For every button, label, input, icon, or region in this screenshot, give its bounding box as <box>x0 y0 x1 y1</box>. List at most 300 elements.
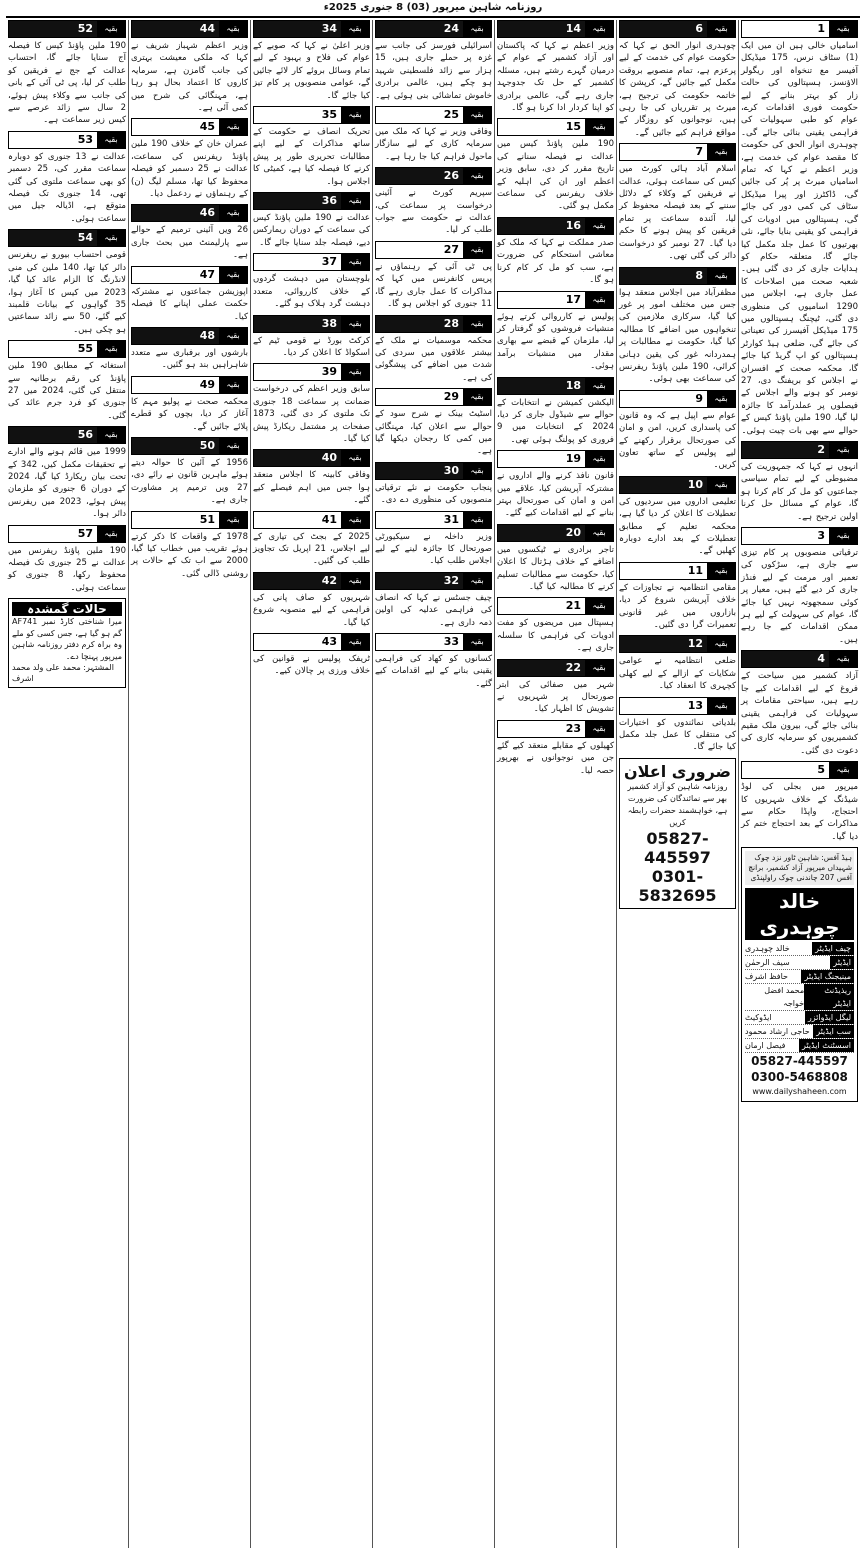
continuation-number: 46 <box>132 205 219 221</box>
continuation-label: بقیہ <box>341 634 369 650</box>
continuation-item <box>497 118 614 212</box>
continuation-number: 21 <box>498 598 585 614</box>
staff-name: خالد چوہدری <box>745 944 790 954</box>
continuation-item <box>8 20 126 127</box>
continuation-header <box>253 363 370 381</box>
continuation-number: 42 <box>254 573 341 589</box>
continuation-item <box>497 377 614 447</box>
continuation-item <box>253 511 370 568</box>
continuation-text: وزیر اعظم شہباز شریف نے کہا کہ ملکی معیشت بہتری کی جانب گامزن ہے، سرمایہ کاروں کا اعتماد بحال ہو رہا ہے، مہنگائی کی شرح میں کمی آئی ہے۔ <box>131 41 248 114</box>
lost-title: حالات گمشدہ <box>12 602 122 616</box>
staff-row <box>745 1025 854 1039</box>
continuation-text: 2025 کے بجٹ کی تیاری کے لیے اجلاس، 21 اپریل تک تجاویز طلب کی گئیں۔ <box>253 531 370 567</box>
continuation-number: 29 <box>376 389 463 405</box>
continuation-item <box>619 476 736 558</box>
continuation-label: بقیہ <box>585 378 613 394</box>
continuation-header <box>253 20 370 38</box>
continuation-number: 36 <box>254 193 341 209</box>
notice-box <box>619 758 736 909</box>
continuation-text: استغاثہ کے مطابق 190 ملین پاؤنڈ کی رقم برطانیہ سے منتقل کی گئی، 2024 میں 27 جنوری کو فرد جرم عائد کی گئی۔ <box>8 361 126 421</box>
continuation-item <box>741 441 858 523</box>
staff-role: اسسٹنٹ ایڈیٹر <box>799 1039 854 1052</box>
continuation-label: بقیہ <box>707 477 735 493</box>
continuation-label: بقیہ <box>463 573 491 589</box>
continuation-number: 50 <box>132 438 219 454</box>
continuation-label: بقیہ <box>829 651 857 667</box>
continuation-text: بلدیاتی نمائندوں کو اختیارات کی منتقلی کا عمل جلد مکمل کیا جائے گا۔ <box>619 717 736 753</box>
continuation-header <box>131 437 248 455</box>
continuation-label: بقیہ <box>219 267 247 283</box>
continuation-label: بقیہ <box>707 636 735 652</box>
continuation-header <box>741 650 858 668</box>
continuation-label: بقیہ <box>219 205 247 221</box>
continuation-item <box>497 291 614 373</box>
continuation-label: بقیہ <box>97 341 125 357</box>
continuation-header <box>253 315 370 333</box>
continuation-text: سپریم کورٹ نے آئینی درخواست پر سماعت کی، عدالت نے حکومت سے جواب طلب کر لیا۔ <box>375 188 492 236</box>
continuation-header <box>8 229 126 247</box>
continuation-text: بلوچستان میں دہشت گردوں کے خلاف کارروائی، متعدد دہشت گرد ہلاک ہو گئے۔ <box>253 274 370 310</box>
continuation-header <box>619 143 736 161</box>
continuation-text: محکمہ موسمیات نے ملک کے بیشتر علاقوں میں سردی کی شدت میں اضافے کی پیشگوئی کی ہے۔ <box>375 335 492 383</box>
continuation-text: کسانوں کو کھاد کی فراہمی یقینی بنانے کے لیے اقدامات کیے گئے۔ <box>375 654 492 689</box>
staff-role: چیف ایڈیٹر <box>812 942 854 955</box>
continuation-number: 30 <box>376 463 463 479</box>
continuation-item <box>375 388 492 458</box>
continuation-label: بقیہ <box>219 377 247 393</box>
staff-role: ایڈیٹر <box>830 956 854 969</box>
continuation-number: 4 <box>742 651 829 667</box>
continuation-text: 190 ملین پاؤنڈ کیس میں عدالت نے فیصلہ سنانے کی تاریخ مقرر کر دی، سابق وزیر اعظم اور ان کی اہلیہ کے خلاف ریفرنس کی سماعت مکمل ہو گئی۔ <box>497 139 614 212</box>
news-column-5 <box>250 20 372 1548</box>
continuation-label: بقیہ <box>463 242 491 258</box>
continuation-number: 16 <box>498 218 585 234</box>
staff-name: ایڈوکیٹ <box>745 1013 772 1023</box>
continuation-label: بقیہ <box>585 598 613 614</box>
continuation-text: عوام سے اپیل ہے کہ وہ قانون کی پاسداری کریں، امن و امان کی صورتحال برقرار رکھنے کے لیے پولیس کے ساتھ تعاون کریں۔ <box>619 410 736 471</box>
continuation-text: محکمہ صحت نے پولیو مہم کا آغاز کر دیا، بچوں کو قطرے پلائے جائیں گے۔ <box>131 396 248 432</box>
continuation-number: 20 <box>498 525 585 541</box>
continuation-header <box>253 106 370 124</box>
lost-body: میرا شناختی کارڈ نمبر AF741 گم ہو گیا ہے، جس کسی کو ملے وہ براہ کرم دفتر روزنامہ شاہین میرپور پہنچا دے۔ <box>12 617 122 661</box>
continuation-number: 14 <box>498 21 585 37</box>
continuation-number: 44 <box>132 21 219 37</box>
continuation-item <box>131 266 248 323</box>
continuation-header <box>497 720 614 738</box>
continuation-label: بقیہ <box>585 292 613 308</box>
continuation-text: 1956 کے آئین کا حوالہ دیتے ہوئے ماہرین قانون نے رائے دی، 27 ویں ترمیم پر مشاورت جاری ہے۔ <box>131 457 248 506</box>
continuation-header <box>375 315 492 333</box>
continuation-number: 57 <box>9 526 97 542</box>
continuation-item <box>8 426 126 520</box>
continuation-item <box>375 462 492 507</box>
continuation-item <box>497 20 614 114</box>
continuation-header <box>497 450 614 468</box>
continuation-header <box>741 441 858 459</box>
continuation-number: 25 <box>376 107 463 123</box>
continuation-item <box>375 106 492 163</box>
continuation-text: اسلام آباد ہائی کورٹ میں کیس کی سماعت ہوئی، عدالت نے فریقین کے وکلاء کے دلائل سننے کے بعد فیصلہ محفوظ کر لیا، آئندہ سماعت پر تمام فریقین کو پیش ہونے کا حکم دیا گیا۔ 27 نومبر کو درخواست دائر کی گئی تھی۔ <box>619 164 736 262</box>
continuation-label: بقیہ <box>829 528 857 544</box>
continuation-label: بقیہ <box>463 316 491 332</box>
notice-body: روزنامہ شاہین کو آزاد کشمیر بھر سے نمائندگان کی ضرورت ہے، خواہشمند حضرات رابطہ کریں <box>627 781 728 827</box>
lost-notice-box <box>8 598 126 688</box>
continuation-item <box>375 167 492 237</box>
notice-title: ضروری اعلان <box>623 761 732 781</box>
continuation-label: بقیہ <box>341 316 369 332</box>
news-column-1 <box>738 20 860 1548</box>
continuation-number: 32 <box>376 573 463 589</box>
continuation-label: بقیہ <box>829 762 857 778</box>
continuation-item <box>8 229 126 336</box>
continuation-text: میرپور میں بجلی کی لوڈ شیڈنگ کے خلاف شہریوں کا احتجاج، واپڈا حکام سے مذاکرات کے بعد احتجاج ختم کر دیا گیا۔ <box>741 782 858 842</box>
continuation-label: بقیہ <box>707 563 735 579</box>
staff-row <box>745 984 854 1011</box>
continuation-header <box>131 118 248 136</box>
continuation-item <box>375 315 492 385</box>
continuation-item <box>741 527 858 646</box>
continuation-number: 22 <box>498 660 585 676</box>
continuation-label: بقیہ <box>463 512 491 528</box>
continuation-header <box>375 167 492 185</box>
continuation-number: 47 <box>132 267 219 283</box>
continuation-number: 6 <box>620 21 707 37</box>
continuation-text: شہریوں کو صاف پانی کی فراہمی کے لیے منصوبہ شروع کیا گیا۔ <box>253 592 370 628</box>
continuation-item <box>253 192 370 249</box>
continuation-header <box>253 572 370 590</box>
continuation-number: 35 <box>254 107 341 123</box>
news-column-2 <box>616 20 738 1548</box>
continuation-item <box>497 597 614 654</box>
continuation-item <box>131 327 248 372</box>
continuation-item <box>497 524 614 594</box>
continuation-header <box>497 524 614 542</box>
continuation-label: بقیہ <box>97 132 125 148</box>
continuation-item <box>619 562 736 632</box>
continuation-number: 28 <box>376 316 463 332</box>
continuation-item <box>253 572 370 629</box>
continuation-item <box>8 131 126 225</box>
continuation-header <box>8 20 126 38</box>
continuation-label: بقیہ <box>219 21 247 37</box>
staff-name: محمد افضل خواجہ <box>764 986 805 1009</box>
continuation-item <box>497 450 614 520</box>
website-link[interactable]: www.dailyshaheen.com <box>752 1087 847 1097</box>
continuation-label: بقیہ <box>341 21 369 37</box>
continuation-label: بقیہ <box>585 21 613 37</box>
continuation-number: 54 <box>9 230 97 246</box>
continuation-header <box>741 20 858 38</box>
continuation-label: بقیہ <box>97 21 125 37</box>
continuation-item <box>497 720 614 777</box>
continuation-item <box>619 20 736 139</box>
continuation-number: 39 <box>254 364 341 380</box>
staff-name: سیف الرحمٰن <box>745 958 790 968</box>
continuation-item <box>741 761 858 843</box>
continuation-item <box>253 633 370 678</box>
continuation-item <box>375 511 492 568</box>
continuation-label: بقیہ <box>585 525 613 541</box>
continuation-header <box>741 761 858 779</box>
continuation-number: 33 <box>376 634 463 650</box>
continuation-label: بقیہ <box>585 660 613 676</box>
continuation-header <box>619 390 736 408</box>
continuation-item <box>741 20 858 437</box>
staff-row <box>745 1039 854 1053</box>
continuation-item <box>375 241 492 311</box>
continuation-item <box>131 118 248 200</box>
continuation-label: بقیہ <box>463 389 491 405</box>
continuation-number: 23 <box>498 721 585 737</box>
continuation-text: وزیر داخلہ نے سیکیورٹی صورتحال کا جائزہ لینے کے لیے اجلاس طلب کیا۔ <box>375 531 492 567</box>
continuation-label: بقیہ <box>585 721 613 737</box>
continuation-header <box>131 204 248 222</box>
continuation-number: 27 <box>376 242 463 258</box>
continuation-header <box>253 511 370 529</box>
continuation-text: بارشوں اور برفباری سے متعدد شاہراہیں بند ہو گئیں۔ <box>131 347 248 371</box>
continuation-text: انہوں نے کہا کہ جمہوریت کی مضبوطی کے لیے تمام سیاسی جماعتوں کو مل کر کام کرنا ہو گا، عوام کے مسائل حل کرنا اولین ترجیح ہے۔ <box>741 462 858 522</box>
continuation-header <box>497 291 614 309</box>
continuation-text: وزیر اعلیٰ نے کہا کہ صوبے کے عوام کی فلاح و بہبود کے لیے تمام وسائل بروئے کار لائے جائیں گے، عوامی منصوبوں پر کام تیز کیا جائے گا۔ <box>253 41 370 101</box>
continuation-header <box>497 377 614 395</box>
continuation-number: 40 <box>254 450 341 466</box>
continuation-number: 34 <box>254 21 341 37</box>
continuation-header <box>253 449 370 467</box>
continuation-item <box>619 697 736 754</box>
continuation-text: سابق وزیر اعظم کی درخواست ضمانت پر سماعت 18 جنوری تک ملتوی کر دی گئی، 1873 صفحات پر مشتمل ریکارڈ پیش کیا گیا۔ <box>253 384 371 444</box>
continuation-number: 2 <box>742 442 829 458</box>
continuation-text: صدر مملکت نے کہا کہ ملک کو معاشی استحکام کی ضرورت ہے، سب کو مل کر کام کرنا ہو گا۔ <box>497 237 614 286</box>
continuation-header <box>253 192 370 210</box>
continuation-number: 19 <box>498 451 585 467</box>
continuation-text: ہسپتال میں مریضوں کو مفت ادویات کی فراہمی کا سلسلہ جاری ہے۔ <box>497 618 614 654</box>
continuation-header <box>619 635 736 653</box>
continuation-header <box>131 511 248 529</box>
continuation-label: بقیہ <box>463 634 491 650</box>
continuation-number: 37 <box>254 254 341 270</box>
staff-name: حاجی ارشاد محمود <box>745 1027 810 1037</box>
continuation-header <box>619 697 736 715</box>
continuation-text: اسرائیلی فورسز کی جانب سے غزہ پر حملے جاری ہیں، 15 ہزار سے زائد فلسطینی شہید ہو چکے ہیں، عالمی برادری خاموش تماشائی بنی ہوئی ہے۔ <box>375 41 492 101</box>
continuation-header <box>375 106 492 124</box>
continuation-label: بقیہ <box>341 512 369 528</box>
continuation-number: 8 <box>620 268 707 284</box>
continuation-text: 1978 کے واقعات کا ذکر کرتے ہوئے تقریب میں خطاب کیا گیا، 2000 سے اب تک کے حالات پر روشنی ڈالی گئی۔ <box>131 531 248 579</box>
office-address: ہیڈ آفس: شاہین ٹاور نزد چوک شہیداں میرپور آزاد کشمیر، برانچ آفس 207 چاندنی چوک راولپنڈی <box>745 851 854 885</box>
continuation-text: عمران خان کے خلاف 190 ملین پاؤنڈ ریفرنس کی سماعت، عدالت نے 25 دسمبر کو فیصلہ محفوظ کیا تھا، مسلم لیگ (ن) کے رہنماؤں نے ردعمل دیا۔ <box>131 139 248 200</box>
continuation-label: بقیہ <box>463 463 491 479</box>
continuation-item <box>253 253 370 310</box>
continuation-text: 26 ویں آئینی ترمیم کے حوالے سے پارلیمنٹ میں بحث جاری ہے۔ <box>131 225 248 261</box>
continuation-text: قانون نافذ کرنے والے اداروں نے مشترکہ آپریشن کیا، علاقے میں امن و امان کی صورتحال بہتر بنانے کے لیے اقدامات کیے گئے۔ <box>497 471 614 519</box>
continuation-label: بقیہ <box>585 119 613 135</box>
continuation-number: 13 <box>620 698 707 714</box>
continuation-number: 43 <box>254 634 341 650</box>
newspaper-page <box>6 0 860 1552</box>
continuation-text: چوہدری انوار الحق نے کہا کہ حکومت عوام کی خدمت کے لیے پرعزم ہے، تمام منصوبے بروقت مکمل کیے جائیں گے، کرپشن کا خاتمہ حکومت کی ترجیح ہے، میرٹ پر تقرریاں کی جا رہی ہیں، نوجوانوں کو روزگار کے مواقع فراہم کیے جائیں گے۔ <box>619 41 736 138</box>
continuation-number: 5 <box>742 762 829 778</box>
continuation-item <box>131 437 248 507</box>
staff-role: لیگل ایڈوائزر <box>805 1011 854 1024</box>
continuation-header <box>131 376 248 394</box>
continuation-item <box>375 20 492 102</box>
continuation-label: بقیہ <box>463 168 491 184</box>
continuation-header <box>497 597 614 615</box>
continuation-label: بقیہ <box>585 451 613 467</box>
continuation-label: بقیہ <box>219 119 247 135</box>
continuation-text: الیکشن کمیشن نے انتخابات کے حوالے سے شیڈول جاری کر دیا، 2024 کے انتخابات میں 9 فروری کو پولنگ ہوئی تھی۔ <box>497 397 614 445</box>
continuation-text: 1999 میں قائم ہونے والے ادارے نے تحقیقات مکمل کیں، 342 کے تحت بیان ریکارڈ کیا گیا، 2024 کے دوران 6 جنوری کو ملزمان پیش ہوئے، 2023 میں ریفرنس دائر ہوا۔ <box>8 447 127 520</box>
continuation-label: بقیہ <box>219 328 247 344</box>
continuation-text: عدالت نے 190 ملین پاؤنڈ کیس کی سماعت کے دوران ریمارکس دیے، فیصلہ جلد سنایا جائے گا۔ <box>253 213 370 248</box>
continuation-header <box>131 327 248 345</box>
continuation-text: ترقیاتی منصوبوں پر کام تیزی سے جاری ہے، سڑکوں کی تعمیر اور مرمت کے لیے فنڈز جاری کر دیے گئے ہیں، معیار پر کوئی سمجھوتہ نہیں کیا جائے گا، عوام کی سہولت کے لیے ہر ممکن اقدامات کیے جا رہے ہیں۔ <box>741 548 858 645</box>
continuation-header <box>131 20 248 38</box>
phone-number: 0300-5468808 <box>751 1070 848 1085</box>
continuation-number: 17 <box>498 292 585 308</box>
continuation-label: بقیہ <box>341 193 369 209</box>
continuation-header <box>497 20 614 38</box>
continuation-text: اسامیاں خالی ہیں ان میں ایک (1) سٹاف نرس، 175 میڈیکل آفیسر مع تنخواہ اور ریگولر الاؤنسز، ہسپتالوں کی حالت زار کو بہتر بنانے کے لیے حکومت فوری اقدامات کرے، عوام کو طبی سہولیات کی فراہمی یقینی بنائی جائے گی۔ چوہدری انوار الحق کی حکومت کا مقصد عوام کی خدمت ہے، وزیر اعظم نے کہا کہ تمام اسامیاں میرٹ پر پُر کی جائیں گی، ڈاکٹرز اور پیرا میڈیکل سٹاف کی کمی دور کی جائے گی، ہسپتالوں میں ادویات کی فراہمی کو یقینی بنایا جائے، نئی بھرتیوں کا عمل جلد مکمل کیا جائے گا، متعلقہ حکام کو ہدایات جاری کر دی گئی ہیں۔ شعبہ صحت میں اصلاحات کا عمل جاری ہے، اجلاس میں 1290 اسامیوں کی منظوری دی گئی، ٹیچنگ ہسپتالوں میں 175 میڈیکل آفیسرز کی تعیناتی کی جائے گی، ضلعی ہیڈ کوارٹر ہسپتالوں کو اپ گریڈ کیا جائے گا، محکمہ صحت کے افسران نے اجلاس کو بریفنگ دی، 27 نومبر کو ہونے والے اجلاس کے فیصلوں پر عملدرآمد کا جائزہ لیا گیا، 190 ملین پاؤنڈ کیس کے حوالے سے بھی بات چیت ہوئی۔ <box>741 41 859 436</box>
continuation-item <box>497 217 614 287</box>
notice-phone: 0301-5832695 <box>638 866 717 905</box>
staff-box <box>741 847 858 1102</box>
staff-name: فیصل ارمان <box>745 1041 786 1051</box>
continuation-text: تحریک انصاف نے حکومت کے ساتھ مذاکرات کے لیے اپنے مطالبات تحریری طور پر پیش کرنے کا فیصلہ کیا ہے، کمیٹی کا اجلاس ہوا۔ <box>253 127 370 187</box>
continuation-label: بقیہ <box>97 427 125 443</box>
continuation-label: بقیہ <box>341 364 369 380</box>
continuation-item <box>619 267 736 386</box>
continuation-number: 18 <box>498 378 585 394</box>
continuation-text: مظفرآباد میں اجلاس منعقد ہوا جس میں مختلف امور پر غور کیا گیا، سرکاری ملازمین کی تنخواہوں میں اضافے کا مطالبہ کیا گیا، حکومت نے مطالبات پر ہمدردانہ غور کی یقین دہانی کرائی، 190 ملین پاؤنڈ ریفرنس کی سماعت بھی ہوئی۔ <box>619 287 736 385</box>
continuation-item <box>253 363 370 445</box>
continuation-label: بقیہ <box>341 573 369 589</box>
continuation-text: مقامی انتظامیہ نے تجاوزات کے خلاف آپریشن شروع کر دیا، بازاروں میں غیر قانونی تعمیرات گرا دی گئیں۔ <box>619 582 736 631</box>
staff-name: حافظ اشرف <box>745 972 788 982</box>
phone-number: 05827-445597 <box>751 1054 848 1069</box>
continuation-text: وفاقی کابینہ کا اجلاس منعقد ہوا جس میں اہم فیصلے کیے گئے۔ <box>253 470 370 506</box>
continuation-label: بقیہ <box>341 107 369 123</box>
continuation-number: 7 <box>620 144 707 160</box>
staff-role: مینیجنگ ایڈیٹر <box>801 970 854 983</box>
continuation-number: 53 <box>9 132 97 148</box>
continuation-item <box>619 143 736 262</box>
staff-role: ریذیڈنٹ ایڈیٹر <box>804 984 854 1010</box>
continuation-text: کرکٹ بورڈ نے قومی ٹیم کے اسکواڈ کا اعلان کر دیا۔ <box>253 335 370 358</box>
continuation-text: پولیس نے کارروائی کرتے ہوئے منشیات فروشوں کو گرفتار کر لیا، ملزمان کے قبضے سے بھاری مقدار میں منشیات برآمد ہوئی۔ <box>497 311 614 372</box>
continuation-header <box>253 253 370 271</box>
chief-editor-name: خالد چوہدری <box>745 888 854 940</box>
continuation-number: 45 <box>132 119 219 135</box>
continuation-label: بقیہ <box>707 144 735 160</box>
continuation-text: اسٹیٹ بینک نے شرح سود کے حوالے سے اعلان کیا، مہنگائی میں کمی کا رجحان دیکھا گیا ہے۔ <box>375 409 492 457</box>
continuation-header <box>497 118 614 136</box>
continuation-header <box>619 476 736 494</box>
continuation-number: 12 <box>620 636 707 652</box>
continuation-text: تعلیمی اداروں میں سردیوں کی تعطیلات کا اعلان کر دیا گیا ہے، محکمہ تعلیم کے مطابق تعطیلات کے بعد ادارے دوبارہ کھلیں گے۔ <box>619 496 736 557</box>
continuation-number: 26 <box>376 168 463 184</box>
continuation-header <box>497 659 614 677</box>
continuation-number: 11 <box>620 563 707 579</box>
continuation-text: ٹریفک پولیس نے قوانین کی خلاف ورزی پر چالان کیے۔ <box>253 654 370 677</box>
news-column-7 <box>6 20 128 1548</box>
staff-row <box>745 942 854 956</box>
continuation-text: وزیر اعظم نے کہا کہ پاکستان اور آزاد کشمیر کے عوام کے درمیان گہرے رشتے ہیں، مسئلہ کشمیر کے حل تک جدوجہد جاری رہے گی، عالمی برادری کو اپنا کردار ادا کرنا ہو گا۔ <box>497 41 614 114</box>
continuation-header <box>8 131 126 149</box>
continuation-label: بقیہ <box>219 512 247 528</box>
continuation-text: ضلعی انتظامیہ نے عوامی شکایات کے ازالے کے لیے کھلی کچہری کا انعقاد کیا۔ <box>619 656 736 692</box>
continuation-number: 52 <box>9 21 97 37</box>
continuation-number: 24 <box>376 21 463 37</box>
continuation-header <box>375 572 492 590</box>
continuation-text: چیف جسٹس نے کہا کہ انصاف کی فراہمی عدلیہ کی اولین ذمہ داری ہے۔ <box>375 592 492 628</box>
continuation-label: بقیہ <box>97 526 125 542</box>
staff-row <box>745 1011 854 1025</box>
continuation-item <box>619 635 736 692</box>
continuation-number: 9 <box>620 391 707 407</box>
continuation-text: اپوزیشن جماعتوں نے مشترکہ حکمت عملی اپنانے کا فیصلہ کیا۔ <box>131 286 248 322</box>
continuation-label: بقیہ <box>707 21 735 37</box>
continuation-text: وفاقی وزیر نے کہا کہ ملک میں سرمایہ کاری کے لیے سازگار ماحول فراہم کیا جا رہا ہے۔ <box>375 127 492 162</box>
continuation-text: 190 ملین پاؤنڈ ریفرنس میں عدالت نے 25 جنوری تک فیصلہ محفوظ رکھا، 8 جنوری کو سماعت ہوئی۔ <box>8 545 126 593</box>
staff-row <box>745 956 854 970</box>
continuation-item <box>131 511 248 581</box>
continuation-label: بقیہ <box>341 450 369 466</box>
continuation-item <box>497 659 614 716</box>
continuation-number: 3 <box>742 528 829 544</box>
continuation-text: عدالت نے 13 جنوری کو دوبارہ سماعت مقرر کی، 25 دسمبر کو بھی سماعت ملتوی کی گئی تھی، 14 جنوری تک فیصلہ متوقع ہے، اڈیالہ جیل میں سماعت ہوئی۔ <box>8 151 126 224</box>
news-column-4 <box>372 20 494 1548</box>
continuation-number: 1 <box>742 21 829 37</box>
continuation-header <box>8 525 126 543</box>
continuation-label: بقیہ <box>707 268 735 284</box>
continuation-header <box>253 633 370 651</box>
continuation-label: بقیہ <box>707 391 735 407</box>
continuation-text: 190 ملین پاؤنڈ کیس کا فیصلہ آج سنایا جائے گا، احتساب عدالت کے جج نے فریقین کو طلب کر لیا، پی ٹی آئی کے بانی کی جانب سے وکلاء پیش ہوئے، 2 سال سے زائد عرصے سے کیس زیر سماعت ہے۔ <box>8 41 126 126</box>
continuation-header <box>497 217 614 235</box>
staff-row <box>745 970 854 984</box>
continuation-label: بقیہ <box>463 21 491 37</box>
continuation-header <box>8 426 126 444</box>
continuation-number: 55 <box>9 341 97 357</box>
continuation-label: بقیہ <box>97 230 125 246</box>
continuation-label: بقیہ <box>341 254 369 270</box>
continuation-number: 15 <box>498 119 585 135</box>
continuation-item <box>253 449 370 506</box>
continuation-label: بقیہ <box>219 438 247 454</box>
continuation-text: کھیلوں کے مقابلے منعقد کیے گئے جن میں نوجوانوں نے بھرپور حصہ لیا۔ <box>497 740 614 776</box>
continuation-item <box>741 650 858 757</box>
lost-signature: المشتہر: محمد علی ولد محمد اشرف <box>12 663 114 684</box>
continuation-text: پنجاب حکومت نے نئے ترقیاتی منصوبوں کی منظوری دے دی۔ <box>375 482 492 506</box>
continuation-text: پی ٹی آئی کے رہنماؤں نے پریس کانفرنس میں کہا کہ مذاکرات کا عمل جاری رہے گا، 11 جنوری کو اجلاس ہو گا۔ <box>375 261 492 310</box>
staff-role: سب ایڈیٹر <box>813 1025 854 1038</box>
continuation-header <box>619 562 736 580</box>
continuation-header <box>375 462 492 480</box>
continuation-number: 56 <box>9 427 97 443</box>
continuation-item <box>131 376 248 433</box>
continuation-item <box>253 106 370 188</box>
continuation-text: تاجر برادری نے ٹیکسوں میں اضافے کے خلاف ہڑتال کا اعلان کیا، حکومت سے مطالبات تسلیم کرنے کا مطالبہ کیا گیا۔ <box>497 544 614 592</box>
news-column-6 <box>128 20 250 1548</box>
continuation-item <box>131 20 248 114</box>
continuation-header <box>375 511 492 529</box>
masthead: روزنامہ شاہین میرپور (03) 8 جنوری 2025ء <box>6 0 860 18</box>
continuation-number: 31 <box>376 512 463 528</box>
continuation-header <box>375 20 492 38</box>
continuation-header <box>375 633 492 651</box>
continuation-number: 51 <box>132 512 219 528</box>
